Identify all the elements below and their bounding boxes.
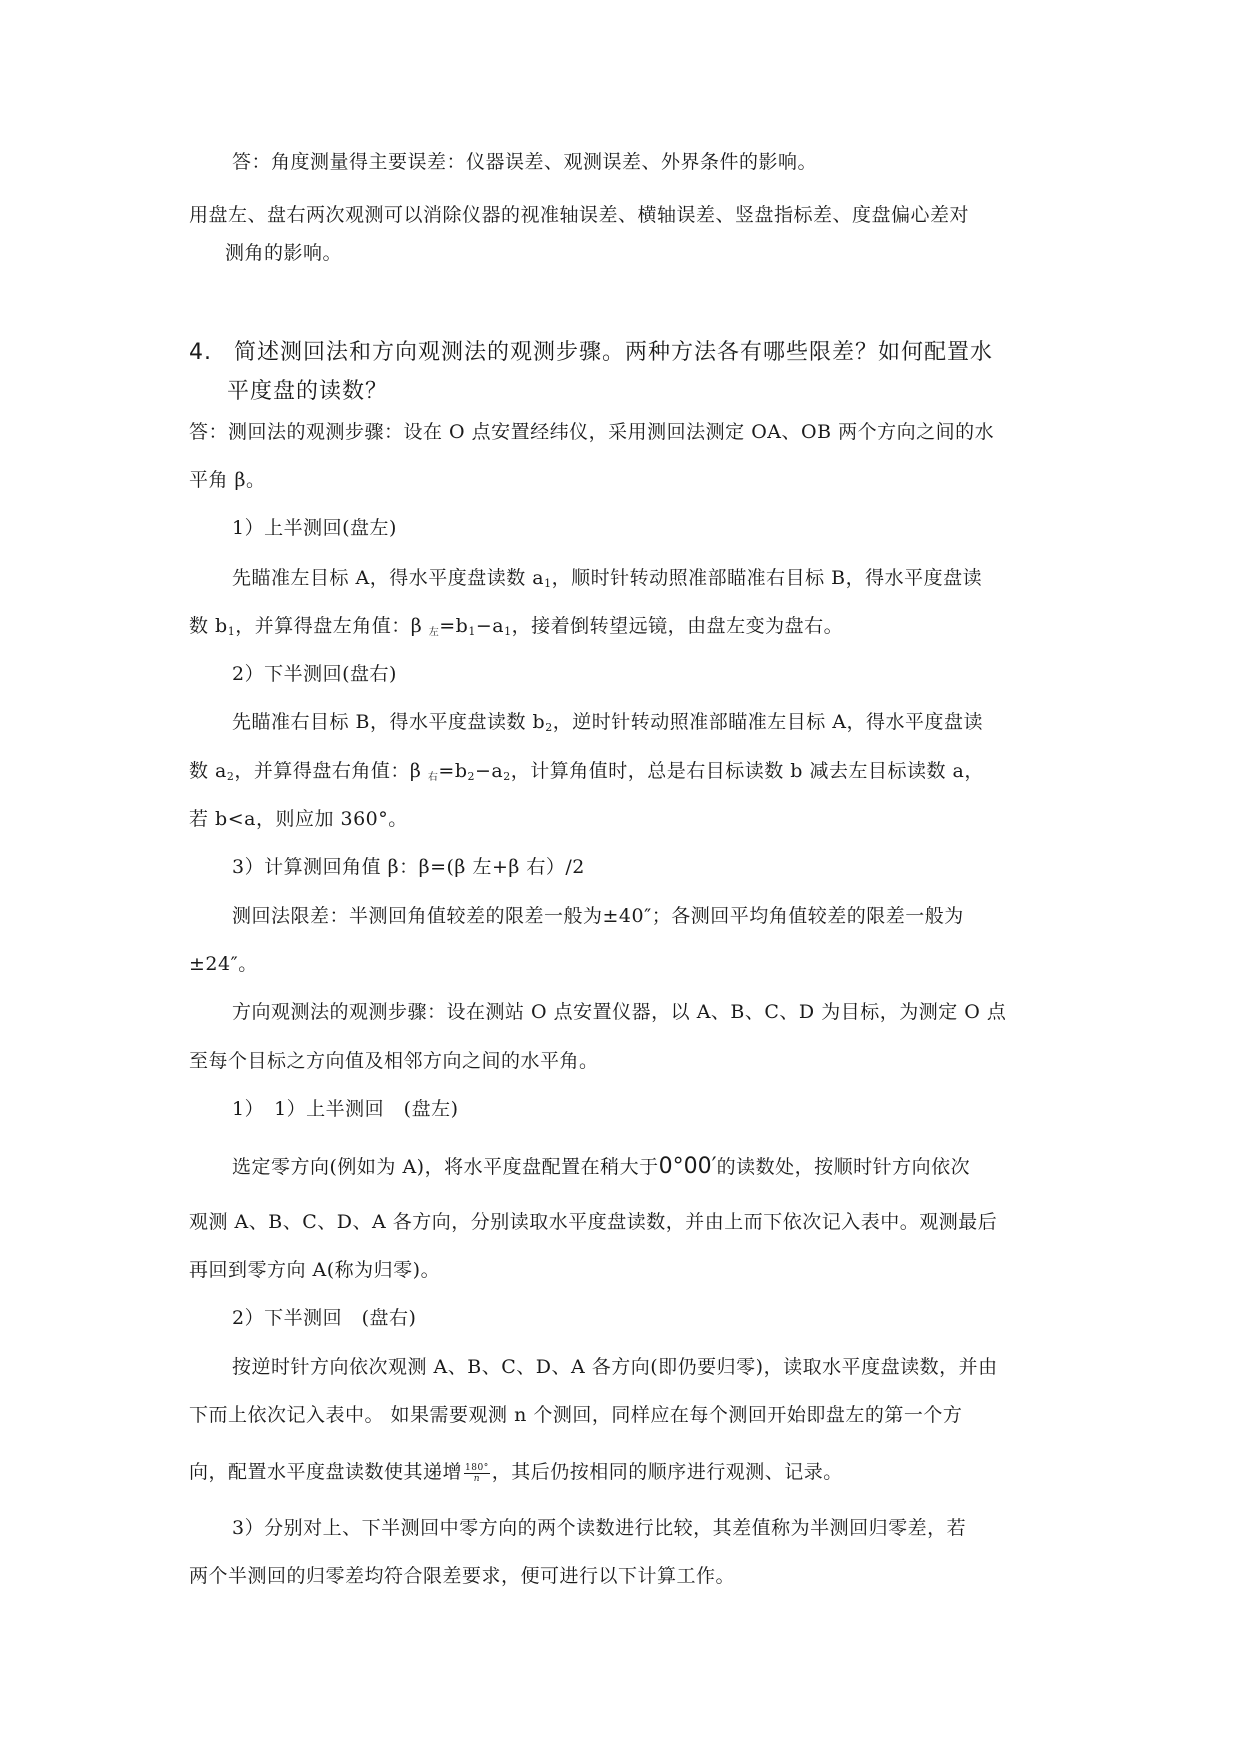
dir-step1-line3: 再回到零方向 A(称为归零)。 — [189, 1259, 441, 1281]
dir-step3-line1: 3）分别对上、下半测回中零方向的两个读数进行比较，其差值称为半测回归零差，若 — [232, 1517, 967, 1539]
zero-degree-reading: 0°00′ — [658, 1154, 717, 1179]
answer4-intro-line2: 平角 β。 — [189, 469, 266, 491]
limits-line2: ±24″。 — [189, 953, 258, 975]
answer3-line3: 测角的影响。 — [225, 242, 343, 264]
step3-line: 3）计算测回角值 β：β=(β 左+β 右）/2 — [232, 856, 585, 878]
question4-number: 4. — [189, 340, 212, 365]
dir-step2-title: 2）下半测回 (盘右) — [232, 1307, 417, 1329]
answer3-line2: 用盘左、盘右两次观测可以消除仪器的视准轴误差、横轴误差、竖盘指标差、度盘偏心差对 — [189, 204, 970, 226]
dir-step2-line1: 按逆时针方向依次观测 A、B、C、D、A 各方向(即仍要归零)，读取水平度盘读数，并由 — [232, 1356, 998, 1378]
question4-text: 简述测回法和方向观测法的观测步骤。两种方法各有哪些限差？如何配置水 — [234, 340, 994, 365]
dir-step2-line2: 下而上依次记入表中。 如果需要观测 n 个测回，同样应在每个测回开始即盘左的第一个方 — [189, 1404, 963, 1426]
dir-step1-line1: 选定零方向(例如为 A)，将水平度盘配置在稍大于0°00′的读数处，按顺时针方向依次 — [232, 1154, 971, 1179]
step1-title: 1）上半测回(盘左) — [232, 517, 397, 539]
dir-step1-line2: 观测 A、B、C、D、A 各方向，分别读取水平度盘读数，并由上而下依次记入表中。观测最后 — [189, 1211, 998, 1233]
step2-line1: 先瞄准右目标 B，得水平度盘读数 $b_2$，逆时针转动照准部瞄准左目标 A，得水平度盘读 — [232, 711, 983, 734]
fraction-180-over-n: $\frac{180^\circ}{n}$ — [465, 1462, 489, 1484]
direction-method-line1: 方向观测法的观测步骤：设在测站 O 点安置仪器，以 A、B、C、D 为目标，为测定 O 点 — [232, 1001, 1007, 1023]
question4-line1 — [189, 338, 993, 368]
answer3-line1: 答：角度测量得主要误差：仪器误差、观测误差、外界条件的影响。 — [232, 151, 818, 173]
step2-line2: 数 $a_2$，并算得盘右角值：β 右$=b_2-a_2$，计算角值时，总是右目标读数 b 减去左目标读数 a， — [189, 760, 984, 783]
answer4-intro-line1: 答：测回法的观测步骤：设在 O 点安置经纬仪，采用测回法测定 OA、OB 两个方向之间的水 — [189, 421, 995, 443]
step1-line2: 数 $b_1$，并算得盘左角值：β 左$=b_1-a_1$，接着倒转望远镜，由盘左变为盘右。 — [189, 615, 844, 638]
dir-step3-line2: 两个半测回的归零差均符合限差要求，便可进行以下计算工作。 — [189, 1565, 736, 1587]
dir-step2-line3: 向，配置水平度盘读数使其递增 $\frac{180^\circ}{n}$ ，其后仍按相同的顺序进行观测、记录。 — [189, 1461, 843, 1484]
direction-method-line2: 至每个目标之方向值及相邻方向之间的水平角。 — [189, 1050, 599, 1072]
step2-line3: 若 b<a，则应加 360°。 — [189, 808, 408, 830]
limits-line1: 测回法限差：半测回角值较差的限差一般为±40″；各测回平均角值较差的限差一般为 — [232, 905, 964, 927]
step2-title: 2）下半测回(盘右) — [232, 663, 397, 685]
step1-line1: 先瞄准左目标 A，得水平度盘读数 $a_1$，顺时针转动照准部瞄准右目标 B，得水平度盘读 — [232, 567, 983, 590]
question4-line2: 平度盘的读数？ — [227, 379, 389, 404]
dir-step1-title: 1） 1）上半测回 (盘左) — [232, 1098, 459, 1120]
